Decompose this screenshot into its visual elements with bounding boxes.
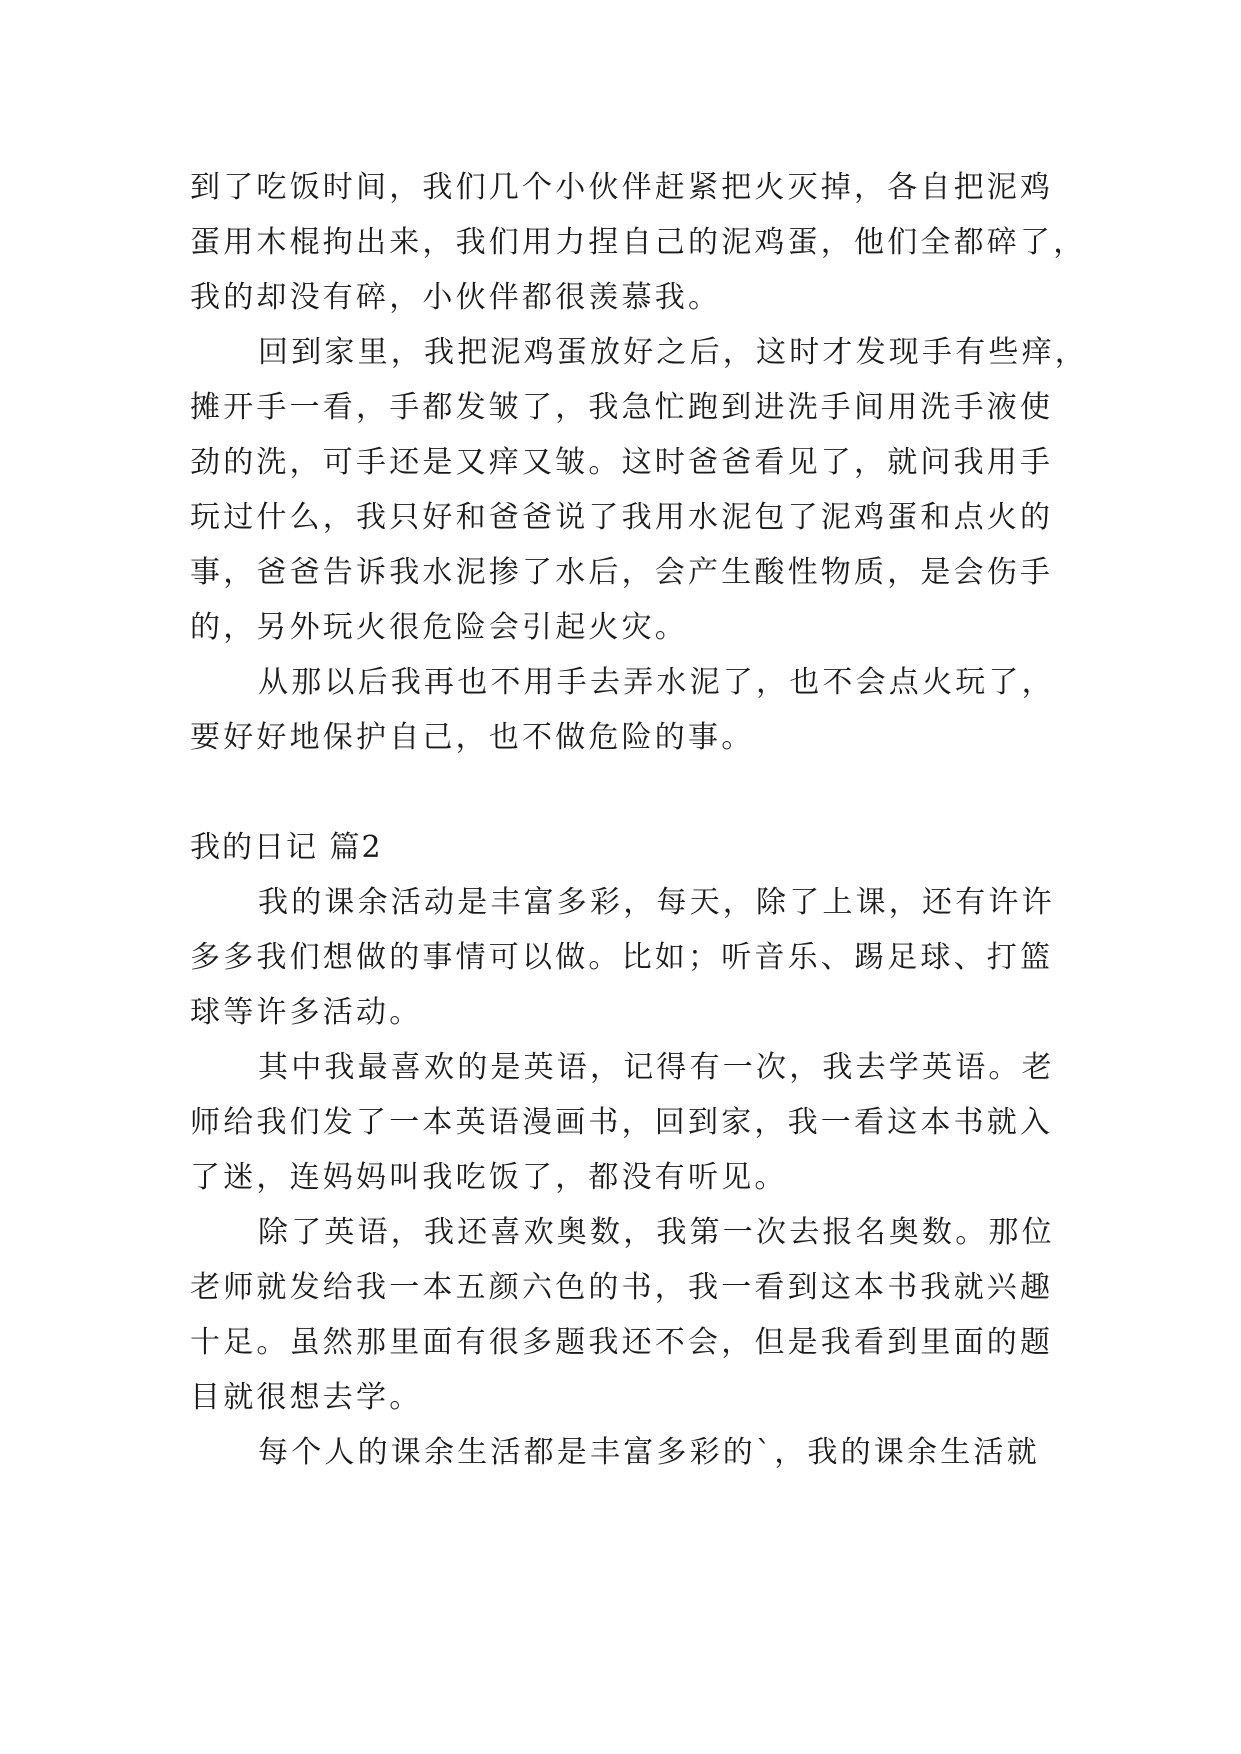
section-paragraph-1 [190,875,1070,1040]
paragraph-1 [190,160,1087,325]
text-line: 每个人的课余生活都是丰富多彩的`，我的课余生活就 [258,1435,1040,1470]
section-spacer [190,765,1070,820]
section-paragraph-2 [190,1040,1070,1205]
text-line: 十足。虽然那里面有很多题我还不会，但是我看到里面的题 [190,1325,1054,1360]
text-line: 蛋用木棍拘出来，我们用力捏自己的泥鸡蛋，他们全都碎了， [190,225,1087,260]
text-line: 要好好地保护自己，也不做危险的事。 [190,720,755,755]
text-line: 从那以后我再也不用手去弄水泥了，也不会点火玩了， [258,665,1055,700]
section-paragraph-3 [190,1205,1070,1425]
text-line: 到了吃饭时间，我们几个小伙伴赶紧把火灭掉，各自把泥鸡 [190,170,1054,205]
text-line: 事，爸爸告诉我水泥掺了水后，会产生酸性物质，是会伤手 [190,555,1054,590]
section-heading: 我的日记 篇2 [190,830,383,865]
section-paragraph-4 [190,1425,1070,1480]
text-line: 了迷，连妈妈叫我吃饭了，都没有听见。 [190,1160,788,1195]
document-body [190,160,1088,1480]
text-line: 球等许多活动。 [190,995,423,1030]
text-line: 老师就发给我一本五颜六色的书，我一看到这本书我就兴趣 [190,1270,1054,1305]
text-line: 劲的洗，可手还是又痒又皱。这时爸爸看见了，就问我用手 [190,445,1054,480]
paragraph-3 [190,655,1070,765]
text-line: 摊开手一看，手都发皱了，我急忙跑到进洗手间用洗手液使 [190,390,1054,425]
text-line: 回到家里，我把泥鸡蛋放好之后，这时才发现手有些痒， [258,335,1088,370]
text-line: 其中我最喜欢的是英语，记得有一次，我去学英语。老 [258,1050,1055,1085]
text-line: 目就很想去学。 [190,1380,423,1415]
text-line: 多多我们想做的事情可以做。比如；听音乐、踢足球、打篮 [190,940,1054,975]
text-line: 的，另外玩火很危险会引起火灾。 [190,610,688,645]
text-line: 我的却没有碎，小伙伴都很羡慕我。 [190,280,722,315]
text-line: 玩过什么，我只好和爸爸说了我用水泥包了泥鸡蛋和点火的 [190,500,1054,535]
paragraph-2 [190,325,1088,655]
text-line: 师给我们发了一本英语漫画书，回到家，我一看这本书就入 [190,1105,1054,1140]
text-line: 我的课余活动是丰富多彩，每天，除了上课，还有许许 [258,885,1055,920]
text-line: 除了英语，我还喜欢奥数，我第一次去报名奥数。那位 [258,1215,1055,1250]
